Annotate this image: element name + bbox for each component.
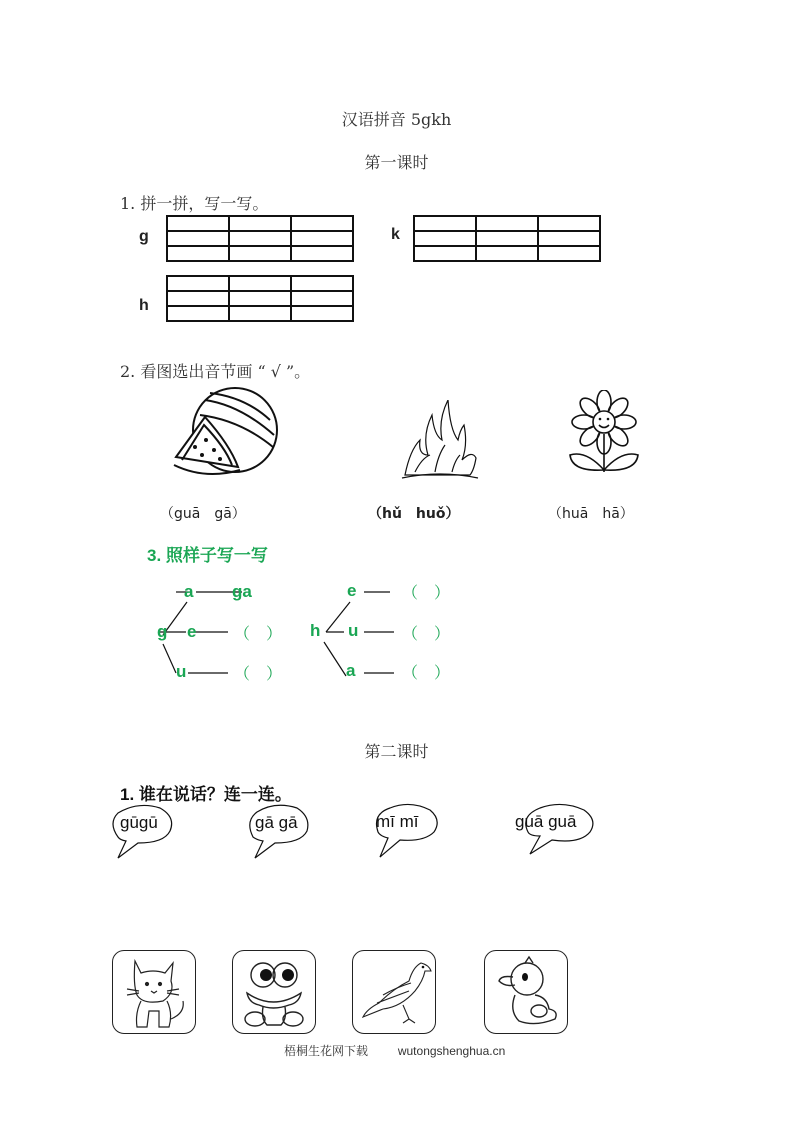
initial-g: g [157, 622, 168, 641]
flower-icon [566, 390, 642, 474]
animal-card-duck[interactable] [484, 950, 568, 1034]
options-fire[interactable]: （hǔ huǒ） [368, 506, 460, 522]
bubble-text-gaga[interactable]: gā gā [255, 813, 298, 832]
question-3-label: 3. 照样子写一写 [147, 546, 268, 565]
writing-grid-k[interactable] [413, 215, 601, 262]
document-title: 汉语拼音 5gkh [341, 110, 452, 129]
frog-icon [233, 951, 315, 1033]
lesson-2-heading: 第二课时 [364, 742, 429, 761]
answer-blank-ha[interactable]: （ ） [402, 665, 451, 682]
footer-site-url[interactable]: wutongshenghua.cn [397, 1044, 506, 1058]
question-1-label: 1. 拼一拼，写一写。 [120, 194, 269, 213]
bubble-text-gugu[interactable]: gūgū [120, 813, 158, 832]
answer-blank-he[interactable]: （ ） [402, 585, 451, 602]
final-e-h: e [347, 581, 357, 600]
footer-site-name: 梧桐生花网下载 [284, 1044, 369, 1058]
example-answer-ga: ga [232, 582, 252, 601]
writing-grid-g[interactable] [166, 215, 354, 262]
final-e: e [187, 622, 197, 641]
final-u: u [176, 662, 187, 681]
cat-icon [113, 951, 195, 1033]
grid-letter-g: g [139, 228, 149, 245]
writing-grid-h[interactable] [166, 275, 354, 322]
grid-letter-k: k [391, 226, 400, 243]
answer-blank-gu[interactable]: （ ） [234, 666, 283, 683]
question-2-label: 2. 看图选出音节画 “ √ ”。 [120, 362, 311, 381]
bubble-text-mimi[interactable]: mī mī [376, 812, 419, 831]
fire-icon [400, 400, 480, 480]
options-watermelon[interactable]: （guā gā） [160, 506, 246, 522]
grid-letter-h: h [139, 297, 149, 314]
animal-card-cat[interactable] [112, 950, 196, 1034]
options-flower[interactable]: （huā hā） [548, 506, 634, 522]
bubble-text-guagua[interactable]: guā guā [515, 812, 577, 831]
duck-icon [485, 951, 567, 1033]
final-u-h: u [348, 621, 359, 640]
animal-card-pigeon[interactable] [352, 950, 436, 1034]
pigeon-icon [353, 951, 435, 1033]
final-a-h: a [346, 661, 356, 680]
lesson-1-heading: 第一课时 [364, 153, 429, 172]
animal-card-frog[interactable] [232, 950, 316, 1034]
lesson-2-question-1-label: 1. 谁在说话？连一连。 [120, 785, 292, 804]
initial-h: h [310, 621, 321, 640]
final-a: a [184, 582, 194, 601]
answer-blank-ge[interactable]: （ ） [234, 626, 283, 643]
answer-blank-hu[interactable]: （ ） [402, 626, 451, 643]
watermelon-icon [170, 385, 282, 480]
